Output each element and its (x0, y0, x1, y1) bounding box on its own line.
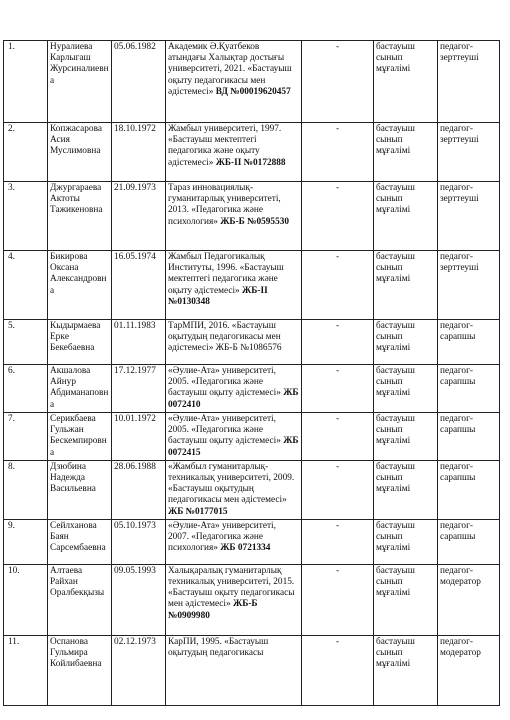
education (166, 182, 302, 251)
category: педагог-сарапшы (438, 460, 500, 519)
table-row (4, 251, 500, 320)
education-text: Жамбыл университеті, 1997. «Бастауыш мектептегі педагогика және оқыту әдістемесі» (168, 124, 282, 168)
education (166, 123, 302, 182)
education (166, 413, 302, 461)
diploma-number: ЖБ-Б №0909980 (168, 599, 258, 621)
staff-table (3, 40, 500, 706)
education (166, 41, 302, 123)
diploma-number: ЖБ 0072410 (168, 388, 299, 410)
full-name: Акшалова Айнур Абдиманаповна (48, 365, 112, 413)
position: бастауыш сынып мұғалімі (374, 365, 438, 413)
row-number: 1. (4, 41, 48, 123)
diploma-number: ЖБ-II №0130348 (168, 285, 268, 307)
birth-date: 02.12.1973 (112, 635, 166, 705)
experience: - (302, 251, 374, 320)
experience: - (302, 519, 374, 564)
diploma-number: ЖБ 0072415 (168, 436, 299, 458)
birth-date: 09.05.1993 (112, 564, 166, 635)
table-row (4, 564, 500, 635)
category: педагог-сарапшы (438, 320, 500, 365)
experience: - (302, 564, 374, 635)
category: педагог-сарапшы (438, 413, 500, 461)
education (166, 460, 302, 519)
experience: - (302, 320, 374, 365)
category: педагог-зерттеуші (438, 251, 500, 320)
table-row (4, 182, 500, 251)
birth-date: 05.06.1982 (112, 41, 166, 123)
table-row (4, 460, 500, 519)
table-row (4, 519, 500, 564)
row-number: 10. (4, 564, 48, 635)
experience: - (302, 41, 374, 123)
category: педагог-сарапшы (438, 519, 500, 564)
birth-date: 18.10.1972 (112, 123, 166, 182)
table-row (4, 365, 500, 413)
position: бастауыш сынып мұғалімі (374, 320, 438, 365)
position: бастауыш сынып мұғалімі (374, 251, 438, 320)
birth-date: 05.10.1973 (112, 519, 166, 564)
category: педагог-модератор (438, 635, 500, 705)
education-text: КарПИ, 1995. «Бастауыш оқытудың педагогикасы (168, 636, 269, 659)
full-name: Сейлханова Баян Сарсембаевна (48, 519, 112, 564)
position: бастауыш сынып мұғалімі (374, 123, 438, 182)
category: педагог-зерттеуші (438, 182, 500, 251)
full-name: Кыдырмаева Еркe Бекебаевна (48, 320, 112, 365)
education-text: Жамбыл Педагогикалық Институты, 1996. «Бастауыш мектептегі педагогика және оқыту әдістемесі» (168, 252, 284, 296)
full-name: Алтаева Райхан Оралбекқызы (48, 564, 112, 635)
table-body (4, 41, 500, 706)
row-number: 3. (4, 182, 48, 251)
full-name: Серикбаева Гульжан Бескемпировна (48, 413, 112, 461)
education (166, 251, 302, 320)
category: педагог-зерттеуші (438, 123, 500, 182)
category: педагог-модератор (438, 564, 500, 635)
table-row (4, 320, 500, 365)
full-name: Оспанова Гульмира Койлибаевна (48, 635, 112, 705)
full-name: Бикирова Оксана Александровна (48, 251, 112, 320)
education-text: Тараз инновациялық-гуманитарлық университеті, 2013. «Педагогика және психология» (168, 183, 281, 227)
experience: - (302, 365, 374, 413)
diploma-number: ЖБ-Б №0595530 (220, 216, 290, 227)
position: бастауыш сынып мұғалімі (374, 413, 438, 461)
education-text: «Әулие-Ата» университеті, 2007. «Педагогика және психология» (168, 520, 276, 554)
position: бастауыш сынып мұғалімі (374, 460, 438, 519)
full-name: Копжасарова Асия Муслимовна (48, 123, 112, 182)
experience: - (302, 635, 374, 705)
table-row (4, 635, 500, 705)
position: бастауыш сынып мұғалімі (374, 564, 438, 635)
position: бастауыш сынып мұғалімі (374, 182, 438, 251)
diploma-number: ЖБ 0721334 (220, 543, 271, 554)
category: педагог-сарапшы (438, 365, 500, 413)
experience: - (302, 413, 374, 461)
birth-date: 10.01.1972 (112, 413, 166, 461)
birth-date: 17.12.1977 (112, 365, 166, 413)
row-number: 9. (4, 519, 48, 564)
diploma-number: ВД №00019620457 (215, 86, 291, 97)
birth-date: 16.05.1974 (112, 251, 166, 320)
row-number: 8. (4, 460, 48, 519)
diploma-number: ЖБ-II №0172888 (215, 157, 286, 168)
position: бастауыш сынып мұғалімі (374, 41, 438, 123)
education-text: Академик Ә.Қуатбеков атындағы Халықтар достығы университеті, 2021. «Бастауыш оқыту педагогикасы мен әдістемесі» (168, 42, 292, 97)
experience: - (302, 123, 374, 182)
row-number: 11. (4, 635, 48, 705)
experience: - (302, 182, 374, 251)
education (166, 519, 302, 564)
education-text: Халықаралық гуманитарлық техникалық университеті, 2015. «Бастауыш оқыту педагогикасы мен әдістемесі» (168, 565, 295, 610)
table-row (4, 41, 500, 123)
table-row (4, 413, 500, 461)
experience: - (302, 460, 374, 519)
position: бастауыш сынып мұғалімі (374, 519, 438, 564)
education-text: «Жамбыл гуманитарлық-техникалық университеті, 2009. «Бастауыш оқытудың педагогикасы мен әдістемесі» (168, 461, 295, 506)
birth-date: 21.09.1973 (112, 182, 166, 251)
row-number: 5. (4, 320, 48, 365)
birth-date: 28.06.1988 (112, 460, 166, 519)
row-number: 4. (4, 251, 48, 320)
full-name: Нуралиева Карлыгаш Журсиналиевна (48, 41, 112, 123)
position: бастауыш сынып мұғалімі (374, 635, 438, 705)
row-number: 2. (4, 123, 48, 182)
category: педагог-зерттеуші (438, 41, 500, 123)
education-text: «Әулие-Ата» университеті, 2005. «Педагогика және бастауыш оқыту әдістемесі» (168, 366, 281, 399)
row-number: 7. (4, 413, 48, 461)
birth-date: 01.11.1983 (112, 320, 166, 365)
education (166, 564, 302, 635)
education (166, 635, 302, 705)
table-row (4, 123, 500, 182)
diploma-number: ЖБ №0177015 (168, 506, 228, 517)
education-text: «Әулие-Ата» университеті, 2005. «Педагогика және бастауыш оқыту әдістемесі» (168, 414, 281, 447)
full-name: Дзюбина Надежда Васильевна (48, 460, 112, 519)
education-text: ТарМПИ, 2016. «Бастауыш оқытудың педагогикасы мен әдістемесі» ЖБ-Б №1086576 (168, 321, 282, 354)
row-number: 6. (4, 365, 48, 413)
full-name: Джургараева Актоты Тажикеновна (48, 182, 112, 251)
education (166, 365, 302, 413)
education (166, 320, 302, 365)
